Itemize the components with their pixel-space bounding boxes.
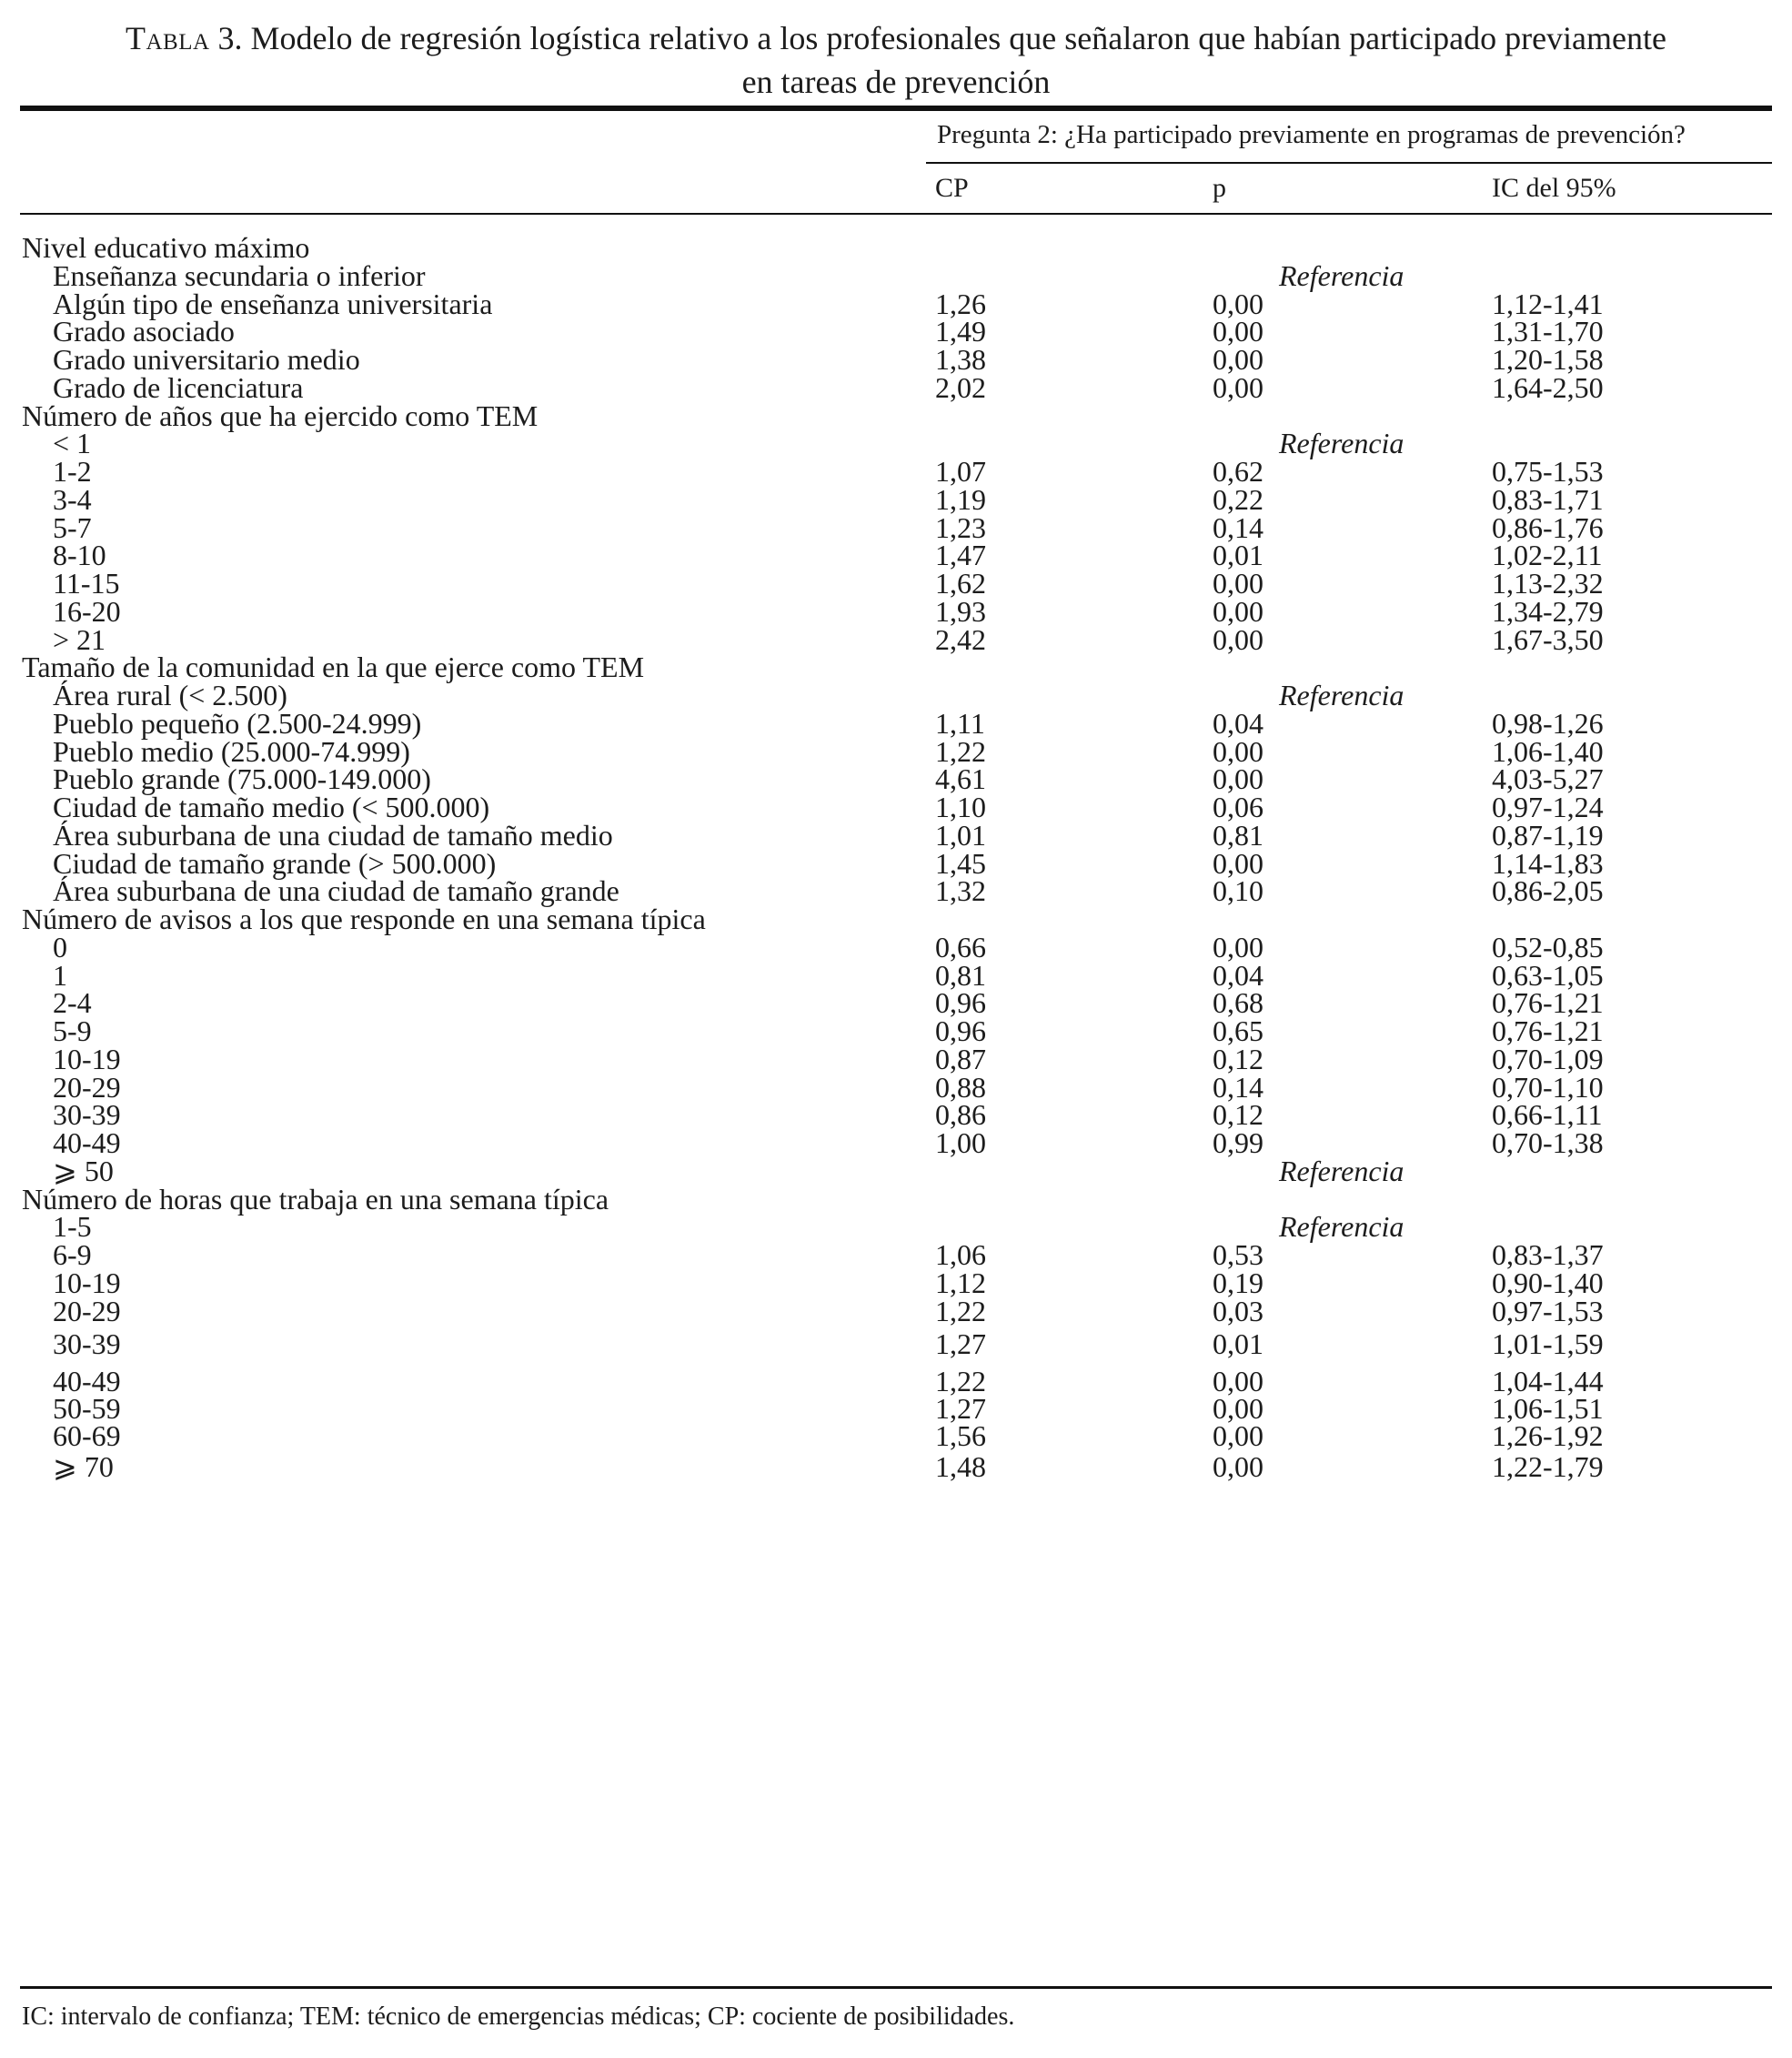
cp-cell: 1,93 — [935, 595, 986, 628]
cp-cell: 1,38 — [935, 343, 986, 376]
table-footnote: IC: intervalo de confianza; TEM: técnico de emergencias médicas; CP: cociente de posibilidades. — [22, 2003, 1015, 2031]
p-value-cell: 0,00 — [1213, 1392, 1263, 1425]
p-value-cell: 0,00 — [1213, 315, 1263, 348]
ci-cell: 4,03-5,27 — [1492, 762, 1604, 795]
row-label: 50-59 — [53, 1392, 121, 1425]
row-label: 1-5 — [53, 1210, 92, 1243]
row-label: Enseñanza secundaria o inferior — [53, 259, 426, 292]
cp-cell: 1,12 — [935, 1266, 986, 1299]
cp-cell: 1,10 — [935, 791, 986, 823]
row-label: Algún tipo de enseñanza universitaria — [53, 288, 493, 320]
cp-cell: 1,19 — [935, 483, 986, 516]
cp-cell: 4,61 — [935, 762, 986, 795]
ci-cell: 1,20-1,58 — [1492, 343, 1604, 376]
ci-cell: 1,64-2,50 — [1492, 371, 1604, 404]
p-value-cell: 0,19 — [1213, 1266, 1263, 1299]
ci-cell: 0,70-1,10 — [1492, 1071, 1604, 1104]
header-rule — [20, 213, 1772, 215]
row-label: 60-69 — [53, 1419, 121, 1452]
row-label: 8-10 — [53, 539, 106, 571]
p-value-cell: 0,99 — [1213, 1126, 1263, 1159]
ci-cell: 1,06-1,40 — [1492, 735, 1604, 768]
p-value-cell: 0,14 — [1213, 1071, 1263, 1104]
row-label: ⩾ 70 — [53, 1450, 114, 1483]
cp-cell: 1,22 — [935, 735, 986, 768]
reference-cell: Referencia — [1279, 1210, 1404, 1243]
row-label: Ciudad de tamaño grande (> 500.000) — [53, 847, 497, 880]
p-value-cell: 0,00 — [1213, 931, 1263, 963]
group-label: Nivel educativo máximo — [22, 231, 310, 264]
cp-cell: 1,22 — [935, 1295, 986, 1327]
column-header-cp: CP — [935, 173, 969, 203]
question-header: Pregunta 2: ¿Ha participado previamente en programas de prevención? — [937, 120, 1686, 149]
p-value-cell: 0,14 — [1213, 511, 1263, 544]
p-value-cell: 0,04 — [1213, 707, 1263, 740]
row-label: Grado asociado — [53, 315, 235, 348]
p-value-cell: 0,81 — [1213, 819, 1263, 852]
question-rule — [926, 162, 1772, 164]
row-label: 10-19 — [53, 1043, 121, 1075]
p-value-cell: 0,00 — [1213, 1450, 1263, 1483]
p-value-cell: 0,06 — [1213, 791, 1263, 823]
cp-cell: 1,32 — [935, 874, 986, 907]
cp-cell: 1,26 — [935, 288, 986, 320]
bottom-rule — [20, 1986, 1772, 1989]
ci-cell: 0,52-0,85 — [1492, 931, 1604, 963]
table-row — [0, 1324, 1792, 1364]
cp-cell: 1,00 — [935, 1126, 986, 1159]
row-label: 1-2 — [53, 455, 92, 488]
p-value-cell: 0,00 — [1213, 595, 1263, 628]
row-label: 2-4 — [53, 986, 92, 1019]
p-value-cell: 0,03 — [1213, 1295, 1263, 1327]
caption-text-1: Modelo de regresión logística relativo a los profesionales que señalaron que habían participado previamente — [242, 20, 1666, 56]
cp-cell: 1,11 — [935, 707, 985, 740]
p-value-cell: 0,00 — [1213, 623, 1263, 656]
row-label: 40-49 — [53, 1365, 121, 1397]
caption-number: 3. — [209, 20, 243, 56]
caption-label: Tabla — [125, 20, 210, 56]
cp-cell: 1,27 — [935, 1392, 986, 1425]
cp-cell: 0,88 — [935, 1071, 986, 1104]
caption-line-2: en tareas de prevención — [741, 64, 1051, 100]
row-label: Grado universitario medio — [53, 343, 360, 376]
ci-cell: 0,83-1,37 — [1492, 1238, 1604, 1271]
caption-line-1 — [9, 16, 1783, 60]
cp-cell: 1,27 — [935, 1327, 986, 1360]
p-value-cell: 0,04 — [1213, 959, 1263, 992]
ci-cell: 0,70-1,38 — [1492, 1126, 1604, 1159]
column-header-ic: IC del 95% — [1492, 173, 1616, 203]
row-label: 16-20 — [53, 595, 121, 628]
row-label: Pueblo medio (25.000-74.999) — [53, 735, 410, 768]
row-label: Ciudad de tamaño medio (< 500.000) — [53, 791, 490, 823]
group-label: Número de años que ha ejercido como TEM — [22, 399, 539, 432]
row-label: Pueblo grande (75.000-149.000) — [53, 762, 431, 795]
p-value-cell: 0,00 — [1213, 735, 1263, 768]
reference-cell: Referencia — [1279, 1155, 1404, 1187]
ci-cell: 1,26-1,92 — [1492, 1419, 1604, 1452]
p-value-cell: 0,01 — [1213, 1327, 1263, 1360]
group-label: Número de horas que trabaja en una semana típica — [22, 1183, 609, 1216]
ci-cell: 0,66-1,11 — [1492, 1098, 1603, 1131]
row-label: 1 — [53, 959, 67, 992]
ci-cell: 1,06-1,51 — [1492, 1392, 1604, 1425]
ci-cell: 0,76-1,21 — [1492, 1014, 1604, 1047]
row-label: 30-39 — [53, 1098, 121, 1131]
p-value-cell: 0,00 — [1213, 1419, 1263, 1452]
cp-cell: 1,56 — [935, 1419, 986, 1452]
cp-cell: 1,48 — [935, 1450, 986, 1483]
ci-cell: 1,67-3,50 — [1492, 623, 1604, 656]
cp-cell: 1,23 — [935, 511, 986, 544]
cp-cell: 2,02 — [935, 371, 986, 404]
row-label: 30-39 — [53, 1327, 121, 1360]
p-value-cell: 0,00 — [1213, 567, 1263, 600]
cp-cell: 0,96 — [935, 986, 986, 1019]
p-value-cell: 0,00 — [1213, 847, 1263, 880]
p-value-cell: 0,68 — [1213, 986, 1263, 1019]
top-rule — [20, 106, 1772, 111]
p-value-cell: 0,00 — [1213, 762, 1263, 795]
p-value-cell: 0,62 — [1213, 455, 1263, 488]
cp-cell: 1,22 — [935, 1365, 986, 1397]
ci-cell: 1,04-1,44 — [1492, 1365, 1604, 1397]
ci-cell: 1,01-1,59 — [1492, 1327, 1604, 1360]
p-value-cell: 0,65 — [1213, 1014, 1263, 1047]
p-value-cell: 0,00 — [1213, 1365, 1263, 1397]
group-label: Número de avisos a los que responde en una semana típica — [22, 903, 706, 935]
row-label: ⩾ 50 — [53, 1155, 114, 1187]
group-label: Tamaño de la comunidad en la que ejerce como TEM — [22, 651, 645, 683]
cp-cell: 0,66 — [935, 931, 986, 963]
reference-cell: Referencia — [1279, 259, 1404, 292]
table-row — [0, 1447, 1792, 1487]
p-value-cell: 0,00 — [1213, 343, 1263, 376]
ci-cell: 1,34-2,79 — [1492, 595, 1604, 628]
row-label: < 1 — [53, 427, 92, 459]
cp-cell: 1,47 — [935, 539, 986, 571]
ci-cell: 1,12-1,41 — [1492, 288, 1604, 320]
cp-cell: 0,81 — [935, 959, 986, 992]
p-value-cell: 0,01 — [1213, 539, 1263, 571]
row-label: Grado de licenciatura — [53, 371, 304, 404]
row-label: Área rural (< 2.500) — [53, 679, 287, 711]
row-label: 10-19 — [53, 1266, 121, 1299]
p-value-cell: 0,12 — [1213, 1098, 1263, 1131]
p-value-cell: 0,22 — [1213, 483, 1263, 516]
ci-cell: 0,86-2,05 — [1492, 874, 1604, 907]
p-value-cell: 0,00 — [1213, 288, 1263, 320]
p-value-cell: 0,00 — [1213, 371, 1263, 404]
ci-cell: 0,76-1,21 — [1492, 986, 1604, 1019]
ci-cell: 0,70-1,09 — [1492, 1043, 1604, 1075]
ci-cell: 0,98-1,26 — [1492, 707, 1604, 740]
cp-cell: 1,01 — [935, 819, 986, 852]
row-label: Pueblo pequeño (2.500-24.999) — [53, 707, 422, 740]
ci-cell: 1,13-2,32 — [1492, 567, 1604, 600]
cp-cell: 0,86 — [935, 1098, 986, 1131]
row-label: > 21 — [53, 623, 106, 656]
ci-cell: 0,75-1,53 — [1492, 455, 1604, 488]
p-value-cell: 0,53 — [1213, 1238, 1263, 1271]
row-label: 0 — [53, 931, 67, 963]
table-caption — [9, 16, 1783, 104]
cp-cell: 1,62 — [935, 567, 986, 600]
reference-cell: Referencia — [1279, 427, 1404, 459]
ci-cell: 0,90-1,40 — [1492, 1266, 1604, 1299]
row-label: 6-9 — [53, 1238, 92, 1271]
ci-cell: 1,02-2,11 — [1492, 539, 1603, 571]
row-label: 20-29 — [53, 1295, 121, 1327]
p-value-cell: 0,10 — [1213, 874, 1263, 907]
column-header-p: p — [1213, 173, 1226, 203]
ci-cell: 0,87-1,19 — [1492, 819, 1604, 852]
cp-cell: 1,45 — [935, 847, 986, 880]
row-label: Área suburbana de una ciudad de tamaño medio — [53, 819, 613, 852]
ci-cell: 1,22-1,79 — [1492, 1450, 1604, 1483]
ci-cell: 1,31-1,70 — [1492, 315, 1604, 348]
row-label: 5-7 — [53, 511, 92, 544]
ci-cell: 0,63-1,05 — [1492, 959, 1604, 992]
ci-cell: 0,83-1,71 — [1492, 483, 1604, 516]
cp-cell: 1,07 — [935, 455, 986, 488]
reference-cell: Referencia — [1279, 679, 1404, 711]
ci-cell: 0,97-1,24 — [1492, 791, 1604, 823]
row-label: 5-9 — [53, 1014, 92, 1047]
row-label: 20-29 — [53, 1071, 121, 1104]
cp-cell: 0,87 — [935, 1043, 986, 1075]
ci-cell: 1,14-1,83 — [1492, 847, 1604, 880]
p-value-cell: 0,12 — [1213, 1043, 1263, 1075]
row-label: Área suburbana de una ciudad de tamaño grande — [53, 874, 619, 907]
row-label: 40-49 — [53, 1126, 121, 1159]
row-label: 11-15 — [53, 567, 120, 600]
cp-cell: 1,49 — [935, 315, 986, 348]
cp-cell: 1,06 — [935, 1238, 986, 1271]
ci-cell: 0,86-1,76 — [1492, 511, 1604, 544]
cp-cell: 0,96 — [935, 1014, 986, 1047]
ci-cell: 0,97-1,53 — [1492, 1295, 1604, 1327]
cp-cell: 2,42 — [935, 623, 986, 656]
row-label: 3-4 — [53, 483, 92, 516]
